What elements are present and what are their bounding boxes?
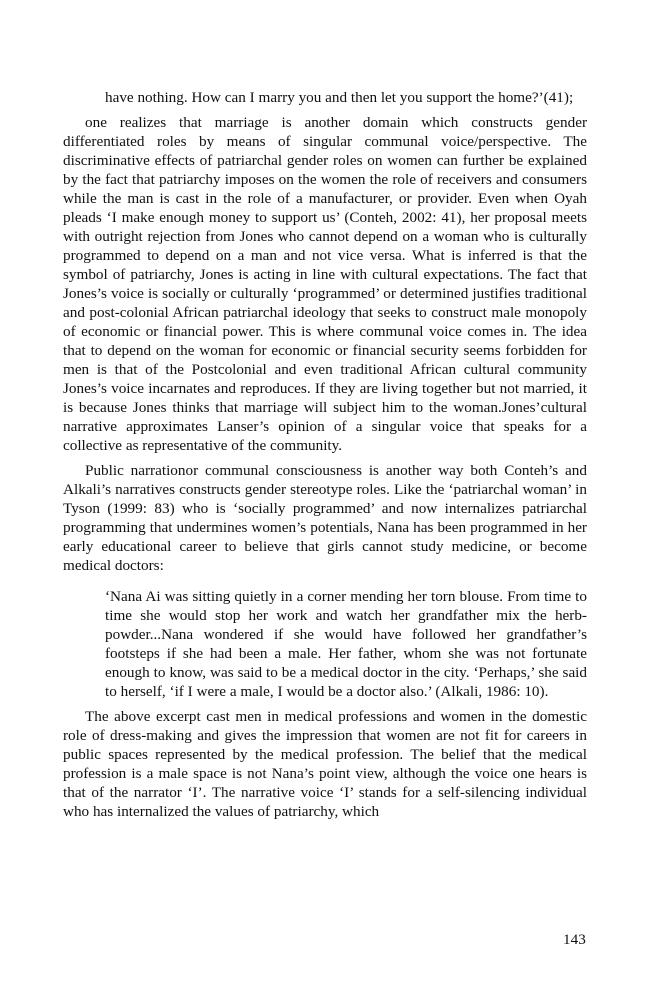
page-body: [63, 88, 587, 821]
page-number: 143: [563, 931, 586, 948]
paragraph-2: Public narrationor communal consciousness is another way both Conteh’s and Alkali’s narratives constructs gender stereotype roles. Like the ‘patriarchal woman’ in Tyson (1999: 83) who is ‘socially programmed’ and now internalizes patriarchal programming that undermines women’s potentials, Nana has been programmed in her early educational career to believe that girls cannot study medicine, or become medical doctors:: [63, 462, 587, 574]
quote-top: have nothing. How can I marry you and then let you support the home?’(41);: [105, 89, 574, 106]
paragraph-3: The above excerpt cast men in medical professions and women in the domestic role of dress-making and gives the impression that women are not fit for careers in public spaces represented by the medical profession. The belief that the medical profession is a male space is not Nana’s point view, although the voice one hears is that of the narrator ‘I’. The narrative voice ‘I’ stands for a self-silencing individual who has internalized the values of patriarchy, which: [63, 708, 587, 820]
paragraph-1: one realizes that marriage is another domain which constructs gender differentiated roles by means of singular communal voice/perspective. The discriminative effects of patriarchal gender roles on women can further be explained by the fact that patriarchy imposes on the women the role of receivers and consumers while the man is cast in the role of a manufacturer, or provider. Even when Oyah pleads ‘I make enough money to support us’ (Conteh, 2002: 41), her proposal meets with outright rejection from Jones who cannot depend on a woman who is culturally programmed to depend on a man and not vice versa. What is inferred is that the symbol of patriarchy, Jones is acting in line with cultural expectations. The fact that Jones’s voice is socially or culturally ‘programmed’ or determined justifies traditional and post-colonial African patriarchal ideology that seeks to construct male monopoly of economic or financial power. This is where communal voice comes in. The idea that to depend on the woman for economic or financial security seems forbidden for men is that of the Postcolonial and even traditional African cultural community Jones’s voice incarnates and reproduces. If they are living together but not married, it is because Jones thinks that marriage will subject him to the woman.Jones’cultural narrative approximates Lanser’s opinion of a singular voice that speaks for a collective as representative of the community.: [63, 114, 587, 454]
quote-block: ‘Nana Ai was sitting quietly in a corner mending her torn blouse. From time to time she would stop her work and watch her grandfather mix the herb-powder...Nana wondered if she would have followed her grandfather’s footsteps if she had been a male. Her father, whom she was not fortunate enough to know, was said to be a medical doctor in the city. ‘Perhaps,’ she said to herself, ‘if I were a male, I would be a doctor also.’ (Alkali, 1986: 10).: [105, 588, 587, 700]
